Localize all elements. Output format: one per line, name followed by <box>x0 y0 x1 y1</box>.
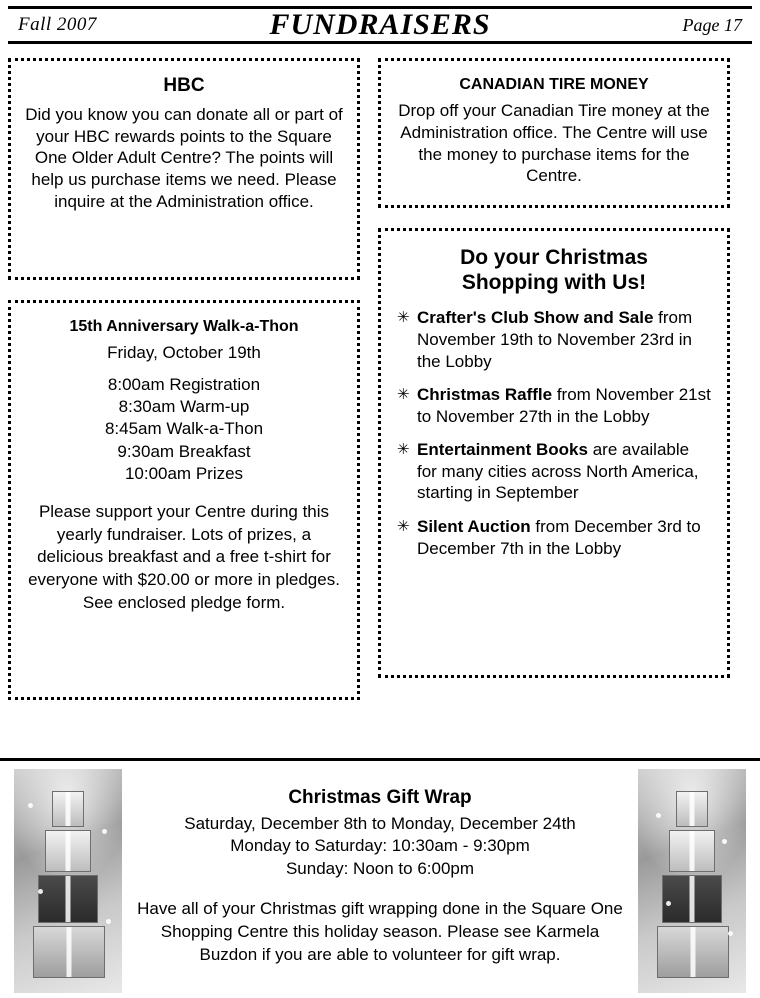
christmas-shopping-list <box>395 307 713 559</box>
gift-wrap-section <box>0 758 760 998</box>
left-column <box>8 58 360 720</box>
canadian-tire-box <box>378 58 730 208</box>
sparkle-dot <box>28 803 33 808</box>
list-item <box>395 516 713 559</box>
gift-box <box>52 791 84 827</box>
item-name: Christmas Raffle <box>417 385 553 405</box>
schedule-item: 8:00am Registration <box>107 375 261 395</box>
walkathon-box <box>8 300 360 700</box>
ribbon <box>66 831 71 871</box>
gift-wrap-hours-weekday: Monday to Saturday: 10:30am - 9:30pm <box>230 836 530 856</box>
christmas-shopping-title-line1: Do your Christmas <box>460 246 648 269</box>
asterisk-bullet-icon: ✳ <box>397 386 410 404</box>
ribbon <box>66 792 71 826</box>
gift-box <box>657 926 729 978</box>
gift-stack <box>33 791 103 981</box>
schedule-item: 8:30am Warm-up <box>118 397 250 417</box>
gift-stack <box>657 791 727 981</box>
ribbon <box>66 876 71 922</box>
item-name: Entertainment Books <box>417 440 588 460</box>
gift-box <box>676 791 708 827</box>
gift-boxes-photo-right <box>638 769 746 993</box>
gift-box <box>669 830 715 872</box>
hbc-title: HBC <box>163 75 205 96</box>
canadian-tire-title: CANADIAN TIRE MONEY <box>459 76 649 93</box>
item-detail: are available for many cities across North America, starting in September <box>417 440 699 503</box>
christmas-shopping-title-line2: Shopping with Us! <box>461 271 647 295</box>
page-content <box>0 44 760 720</box>
issue-season: Fall 2007 <box>18 14 97 35</box>
sparkle-dot <box>102 829 107 834</box>
walkathon-date: Friday, October 19th <box>107 343 261 363</box>
gift-boxes-photo-left <box>14 769 122 993</box>
ribbon <box>690 876 695 922</box>
page-number: Page 17 <box>682 14 742 35</box>
walkathon-title: 15th Anniversary Walk-a-Thon <box>69 318 299 335</box>
gift-wrap-inner <box>0 761 760 998</box>
list-item <box>395 439 713 504</box>
sparkle-dot <box>38 889 43 894</box>
gift-box <box>38 875 98 923</box>
sparkle-dot <box>728 931 733 936</box>
asterisk-bullet-icon: ✳ <box>397 441 410 459</box>
ribbon <box>67 927 72 977</box>
page-title: FUNDRAISERS <box>269 8 491 41</box>
christmas-shopping-title <box>395 245 713 295</box>
sparkle-dot <box>666 901 671 906</box>
gift-box <box>33 926 105 978</box>
list-item <box>395 307 713 372</box>
item-name: Crafter's Club Show and Sale <box>417 308 654 328</box>
gift-wrap-dates: Saturday, December 8th to Monday, December 24th <box>184 814 576 833</box>
item-detail: from November 21st to November 27th in the Lobby <box>417 385 711 426</box>
ribbon <box>690 831 695 871</box>
ribbon <box>690 792 695 826</box>
schedule-item: 10:00am Prizes <box>124 463 244 483</box>
sparkle-dot <box>106 919 111 924</box>
walkathon-body: Please support your Centre during this yearly fundraiser. Lots of prizes, a delicious breakfast and a free t-shirt for everyone with $20.00 or more in pledges. See enclosed pledge form. <box>28 501 340 612</box>
page-header <box>8 6 752 44</box>
item-detail: from December 3rd to December 7th in the Lobby <box>417 517 701 558</box>
asterisk-bullet-icon: ✳ <box>397 518 410 535</box>
canadian-tire-body: Drop off your Canadian Tire money at the Administration office. The Centre will use the money to purchase items for the Centre. <box>398 101 710 186</box>
schedule-item: 8:45am Walk-a-Thon <box>104 419 264 439</box>
asterisk-bullet-icon: ✳ <box>397 309 410 327</box>
gift-wrap-hours-sunday: Sunday: Noon to 6:00pm <box>285 858 475 878</box>
sparkle-dot <box>722 839 727 844</box>
gift-wrap-text <box>122 769 638 967</box>
gift-wrap-title: Christmas Gift Wrap <box>288 787 472 808</box>
gift-box <box>662 875 722 923</box>
walkathon-schedule <box>25 374 343 484</box>
item-detail: from November 19th to November 23rd in the Lobby <box>417 308 693 371</box>
schedule-item: 9:30am Breakfast <box>117 441 251 461</box>
christmas-shopping-box <box>378 228 730 678</box>
item-name: Silent Auction <box>417 517 531 536</box>
ribbon <box>691 927 696 977</box>
gift-box <box>45 830 91 872</box>
hbc-body: Did you know you can donate all or part of your HBC rewards points to the Square One Older Adult Centre? The points will help us purchase items we need. Please inquire at the Administration office. <box>25 104 343 211</box>
sparkle-dot <box>656 813 661 818</box>
list-item <box>395 384 713 427</box>
gift-wrap-body: Have all of your Christmas gift wrapping done in the Square One Shopping Centre this holiday season. Please see Karmela Buzdon if you are able to volunteer for gift wrap. <box>137 899 623 964</box>
right-column <box>378 58 730 698</box>
hbc-box <box>8 58 360 280</box>
two-column-layout <box>8 58 752 720</box>
